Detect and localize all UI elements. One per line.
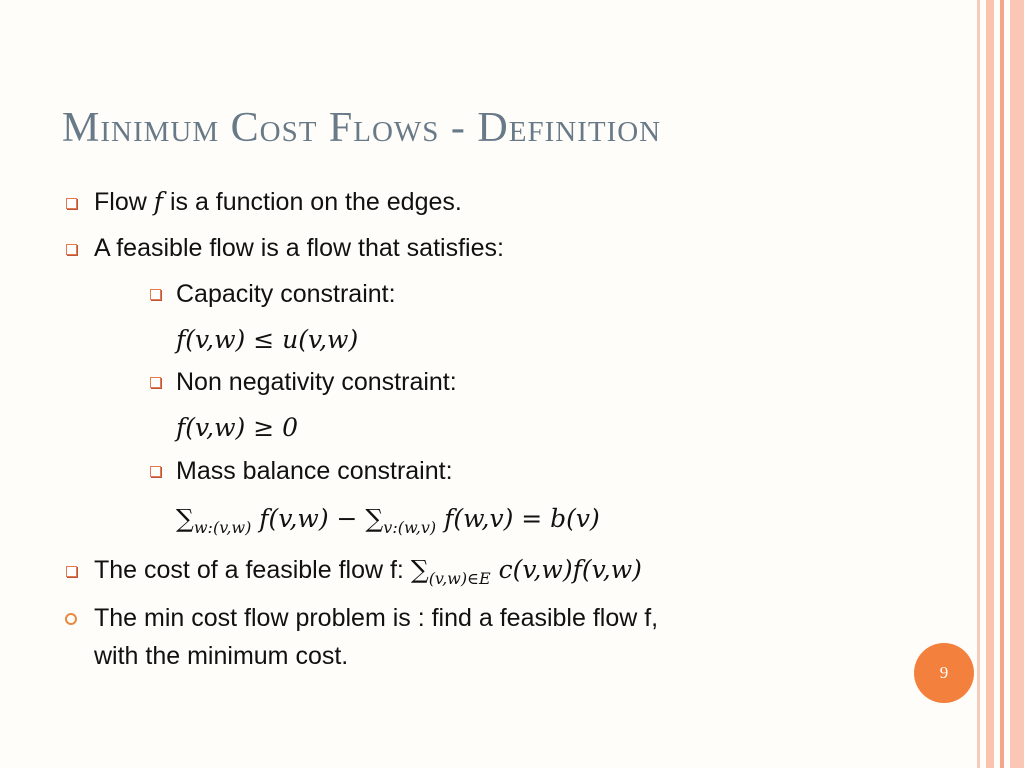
formula-part: c(v,w)f(v,w) (490, 555, 642, 584)
capacity-constraint-label: Capacity constraint: (176, 280, 396, 308)
bullet-text: The cost of a feasible flow f: (94, 556, 411, 584)
square-bullet-icon (66, 566, 77, 577)
sum-subscript: (v,w)∈E (428, 569, 491, 588)
math-var: f (153, 187, 163, 216)
mass-balance-constraint-label: Mass balance constraint: (176, 457, 453, 485)
sum-symbol: ∑ (410, 555, 429, 584)
square-bullet-icon (150, 377, 161, 388)
square-bullet-icon (150, 466, 161, 477)
bullet-text: Flow (94, 188, 154, 216)
square-bullet-icon (150, 289, 161, 300)
bullet-flow-definition (94, 186, 462, 218)
nonnegativity-constraint-formula: f(v,w) ≥ 0 (176, 413, 299, 442)
bullet-problem-line2: with the minimum cost. (94, 642, 349, 670)
decor-stripe (986, 0, 994, 768)
decor-stripe (1000, 0, 1004, 768)
nonnegativity-constraint-label: Non negativity constraint: (176, 368, 457, 396)
decor-stripe (1010, 0, 1024, 768)
sum-subscript: w:(v,w) (193, 518, 252, 537)
bullet-feasible-flow: A feasible flow is a flow that satisfies: (94, 234, 504, 262)
capacity-constraint-formula: f(v,w) ≤ u(v,w) (176, 325, 359, 354)
bullet-text: is a function on the edges. (163, 188, 462, 216)
square-bullet-icon (66, 198, 77, 209)
sum-symbol: ∑ (176, 504, 194, 533)
sum-symbol: ∑ (365, 504, 384, 533)
formula-part: f(v,w) − (251, 504, 366, 533)
circle-bullet-icon (65, 613, 77, 625)
page-number-badge: 9 (914, 643, 974, 703)
square-bullet-icon (66, 244, 77, 255)
slide-title: Minimum Cost Flows - Definition (62, 105, 662, 151)
bullet-cost-definition (94, 554, 642, 595)
decor-stripe (977, 0, 980, 768)
bullet-problem-line1: The min cost flow problem is : find a feasible flow f, (94, 604, 659, 632)
formula-part: f(w,v) = b(v) (436, 504, 600, 533)
sum-subscript: v:(w,v) (383, 518, 437, 537)
mass-balance-formula (176, 503, 600, 544)
